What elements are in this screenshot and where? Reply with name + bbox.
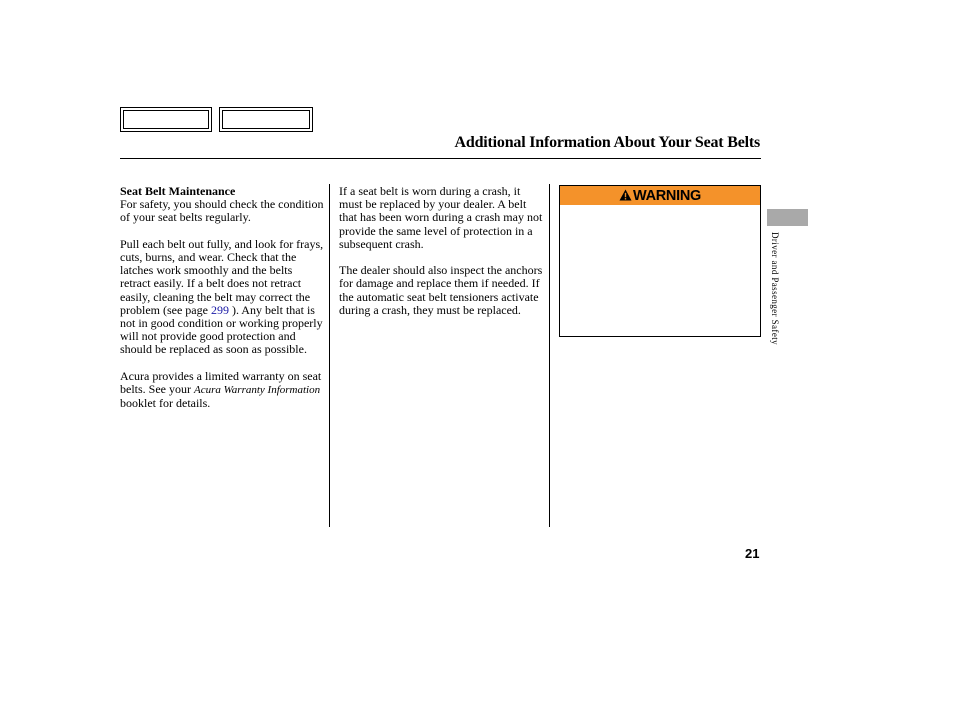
warranty-text-start: Acura provides a limited warranty on seat belts. See your	[120, 368, 322, 397]
maintenance-intro	[120, 185, 324, 225]
page-number: 21	[745, 546, 760, 561]
page-link-299[interactable]: 299	[210, 302, 229, 317]
section-label: Driver and Passenger Safety	[770, 232, 780, 346]
column-divider-left	[329, 184, 330, 527]
inspect-text-start: Pull each belt out fully, and look for frays, cuts, burns, and wear. Check that the latches work smoothly and the belts retract easily. If a belt does not retract easily, cleaning the belt may correct the problem (see page	[120, 236, 324, 317]
nav-button-contents[interactable]	[120, 107, 212, 132]
paragraph-check: For safety, you should check the condition of your seat belts regularly.	[120, 197, 324, 225]
column-middle	[339, 185, 543, 330]
column-divider-right	[549, 184, 550, 527]
warning-triangle-icon	[619, 187, 632, 207]
column-left	[120, 185, 324, 424]
page-title: Additional Information About Your Seat Belts	[454, 134, 760, 151]
warranty-text-end: booklet for details.	[120, 396, 211, 411]
warning-header	[560, 186, 760, 205]
paragraph-dealer-inspect: The dealer should also inspect the anchors for damage and replace them if needed. If the automatic seat belt tensioners activate during a crash, they must be replaced.	[339, 263, 543, 317]
section-heading: Seat Belt Maintenance	[120, 184, 236, 198]
inspect-text-end: ). Any belt that is not in good condition or working properly will not provide good protection and should be replaced as soon as possible.	[120, 302, 323, 357]
warning-label: WARNING	[633, 188, 701, 204]
paragraph-replace: If a seat belt is worn during a crash, it must be replaced by your dealer. A belt that has been worn during a crash may not provide the same level of protection in a subsequent crash.	[339, 184, 543, 251]
paragraph-warranty	[120, 370, 324, 411]
title-rule	[120, 158, 761, 159]
nav-button-index[interactable]	[219, 107, 313, 132]
warning-box	[559, 185, 761, 337]
paragraph-inspect	[120, 238, 324, 357]
section-tab[interactable]	[767, 209, 808, 226]
warranty-booklet-title: Acura Warranty Information	[194, 384, 321, 397]
